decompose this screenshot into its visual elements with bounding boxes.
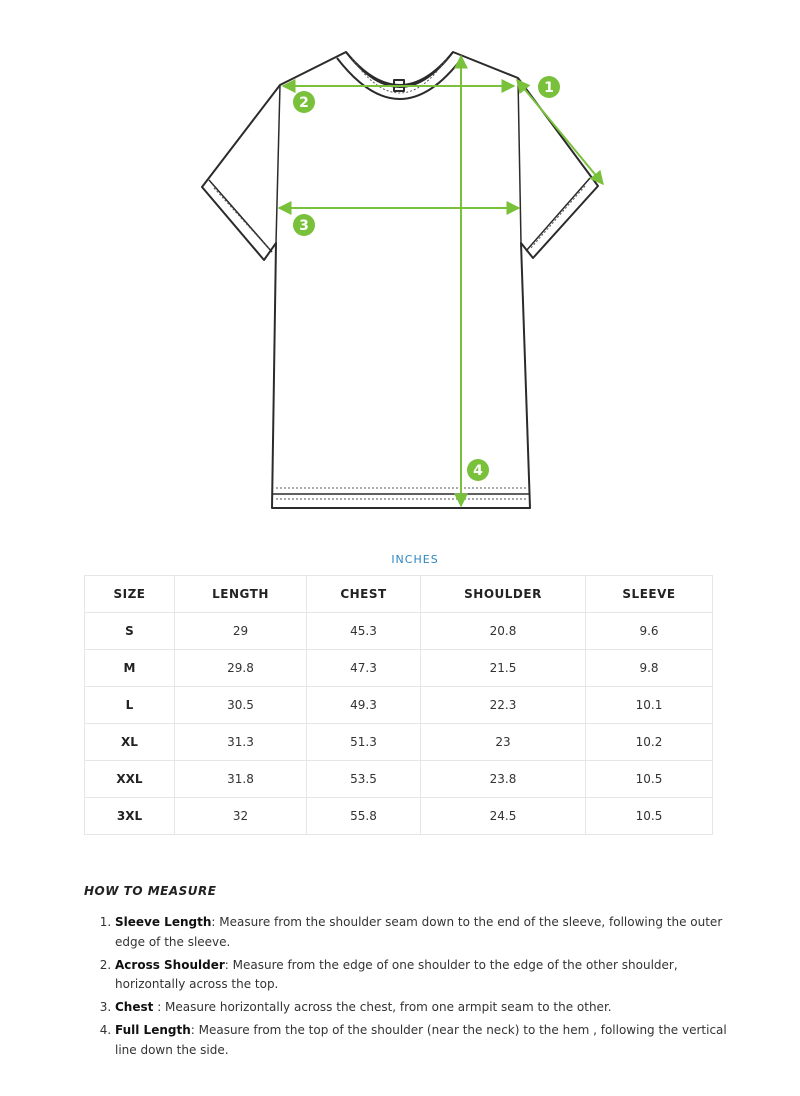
size-cell: 3XL bbox=[85, 798, 175, 835]
length-cell: 30.5 bbox=[175, 687, 307, 724]
marker-2-number: 2 bbox=[299, 95, 309, 111]
how-to-measure-list bbox=[84, 913, 735, 1064]
measure-separator: : bbox=[224, 957, 233, 972]
size-cell: L bbox=[85, 687, 175, 724]
measure-description: Measure from the edge of one shoulder to the edge of the other shoulder, horizontally across the top. bbox=[115, 957, 678, 991]
marker-4-number: 4 bbox=[473, 463, 483, 479]
shoulder-cell: 24.5 bbox=[421, 798, 586, 835]
measure-description: Measure from the shoulder seam down to the end of the sleeve, following the outer edge of the sleeve. bbox=[115, 915, 723, 949]
shoulder-cell: 22.3 bbox=[421, 687, 586, 724]
measure-term: Chest bbox=[115, 1000, 154, 1014]
size-cell: XL bbox=[85, 724, 175, 761]
measure-term: Full Length bbox=[115, 1023, 191, 1037]
size-cell: S bbox=[85, 613, 175, 650]
table-row bbox=[85, 798, 713, 835]
sleeve-cell: 10.2 bbox=[586, 724, 713, 761]
table-row bbox=[85, 724, 713, 761]
table-row bbox=[85, 613, 713, 650]
sleeve-cell: 10.1 bbox=[586, 687, 713, 724]
tshirt-diagram bbox=[0, 0, 800, 540]
size-cell: M bbox=[85, 650, 175, 687]
sleeve-cell: 9.8 bbox=[586, 650, 713, 687]
chest-cell: 55.8 bbox=[307, 798, 421, 835]
marker-1-number: 1 bbox=[544, 80, 554, 96]
table-row bbox=[85, 761, 713, 798]
chest-cell: 53.5 bbox=[307, 761, 421, 798]
measure-term: Sleeve Length bbox=[115, 915, 212, 929]
header-length: LENGTH bbox=[175, 576, 307, 613]
size-cell: XXL bbox=[85, 761, 175, 798]
measure-description: Measure horizontally across the chest, from one armpit seam to the other. bbox=[165, 1000, 612, 1014]
shoulder-cell: 23.8 bbox=[421, 761, 586, 798]
sleeve-cell: 9.6 bbox=[586, 613, 713, 650]
chest-cell: 45.3 bbox=[307, 613, 421, 650]
sleeve-cell: 10.5 bbox=[586, 798, 713, 835]
header-chest: CHEST bbox=[307, 576, 421, 613]
shoulder-cell: 21.5 bbox=[421, 650, 586, 687]
unit-label: INCHES bbox=[391, 553, 439, 566]
list-item bbox=[115, 956, 735, 995]
chest-cell: 47.3 bbox=[307, 650, 421, 687]
measure-description: Measure from the top of the shoulder (near the neck) to the hem , following the vertical line down the side. bbox=[115, 1023, 727, 1057]
list-item bbox=[115, 998, 735, 1018]
length-cell: 31.3 bbox=[175, 724, 307, 761]
size-chart-table bbox=[84, 575, 713, 835]
marker-3-number: 3 bbox=[299, 218, 309, 234]
shoulder-cell: 23 bbox=[421, 724, 586, 761]
measure-separator: : bbox=[153, 1000, 166, 1014]
measure-separator: : bbox=[190, 1023, 199, 1037]
chest-cell: 51.3 bbox=[307, 724, 421, 761]
length-cell: 29.8 bbox=[175, 650, 307, 687]
tshirt-outline bbox=[202, 52, 598, 508]
table-row bbox=[85, 687, 713, 724]
header-sleeve: SLEEVE bbox=[586, 576, 713, 613]
list-item bbox=[115, 1021, 735, 1060]
sleeve-cell: 10.5 bbox=[586, 761, 713, 798]
how-to-measure-title: HOW TO MEASURE bbox=[84, 884, 217, 898]
measure-separator: : bbox=[211, 915, 220, 929]
measure-term: Across Shoulder bbox=[115, 957, 225, 972]
header-size: SIZE bbox=[85, 576, 175, 613]
header-shoulder: SHOULDER bbox=[421, 576, 586, 613]
shoulder-cell: 20.8 bbox=[421, 613, 586, 650]
list-item bbox=[115, 913, 735, 952]
chest-cell: 49.3 bbox=[307, 687, 421, 724]
table-row bbox=[85, 650, 713, 687]
length-cell: 32 bbox=[175, 798, 307, 835]
length-cell: 31.8 bbox=[175, 761, 307, 798]
length-cell: 29 bbox=[175, 613, 307, 650]
table-header-row bbox=[85, 576, 713, 613]
